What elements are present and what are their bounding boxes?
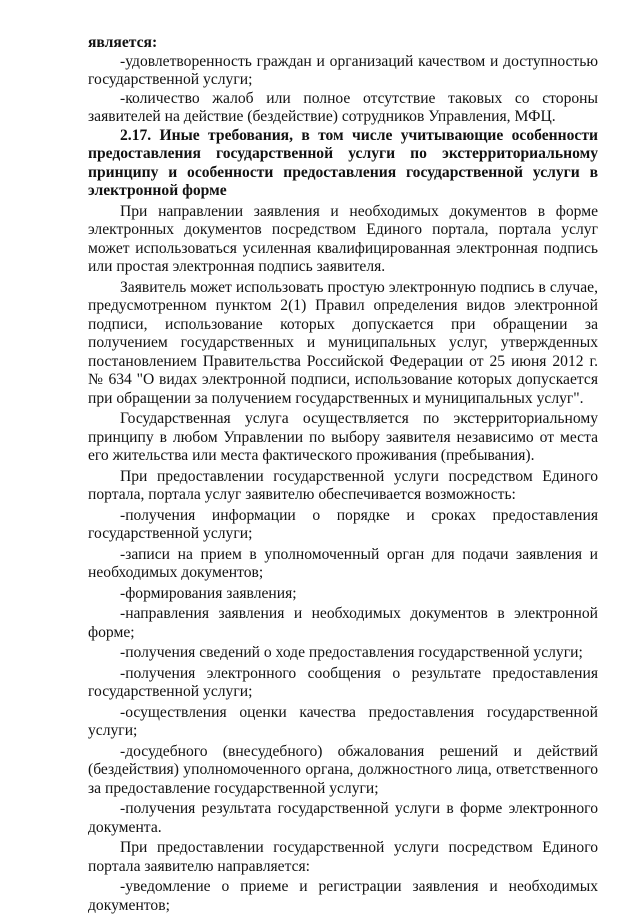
paragraph-1: является:: [88, 34, 158, 51]
section-heading: 2.17. Иные требования, в том числе учитывающие особенности предоставления государственной услуги по экстерриториальному принципу и особенности предоставления государственной услуги в электронной форме: [88, 126, 598, 199]
list-item-7: -осуществления оценки качества предоставления государственной услуги;: [88, 703, 598, 739]
paragraph-2: -удовлетворенность граждан и организаций качеством и доступностью государственной услуги;: [88, 52, 598, 88]
list-item-10: -уведомление о приеме и регистрации заявления и необходимых документов;: [88, 878, 598, 914]
paragraph-7: Государственная услуга осуществляется по экстерриториальному принципу в любом Управлении по выбору заявителя независимо от места его жительства или места фактического проживания (пребывания).: [88, 410, 598, 464]
list-item-2: -записи на прием в уполномоченный орган для подачи заявления и необходимых документов;: [88, 545, 598, 581]
list-item-8: -досудебного (внесудебного) обжалования решений и действий (бездействия) уполномоченного органа, должностного лица, ответственного за предоставление государственной услуги;: [88, 742, 598, 797]
list-item-6: -получения электронного сообщения о результате предоставления государственной услуги;: [88, 664, 598, 700]
list-item-9: -получения результата государственной услуги в форме электронного документа.: [88, 800, 598, 836]
list-item-5: -получения сведений о ходе предоставления государственной услуги;: [120, 644, 583, 661]
list-item-1: -получения информации о порядке и сроках предоставления государственной услуги;: [88, 506, 598, 542]
list-item-4: -направления заявления и необходимых документов в электронной форме;: [88, 605, 598, 641]
paragraph-5: При направлении заявления и необходимых документов в форме электронных документов посредством Единого портала, портала услуг может использоваться усиленная квалифицированная электронная подпись или простая электронная подпись заявителя.: [88, 202, 598, 275]
paragraph-6: Заявитель может использовать простую электронную подпись в случае, предусмотренном пунктом 2(1) Правил определения видов электронной подписи, использование которых допускается при обращении за получением государственных и муниципальных услуг, утвержденных постановлением Правительства Российской Федерации от 25 июня 2012 г. № 634 "О видах электронной подписи, использование которых допускается при обращении за получением государственных и муниципальных услуг".: [88, 278, 598, 407]
paragraph-8: При предоставлении государственной услуги посредством Единого портала, портала услуг заявителю обеспечивается возможность:: [88, 467, 598, 503]
list-item-3: -формирования заявления;: [120, 584, 297, 602]
paragraph-3: -количество жалоб или полное отсутствие таковых со стороны заявителей на действие (бездействие) сотрудников Управления, МФЦ.: [88, 89, 598, 125]
paragraph-18: При предоставлении государственной услуги посредством Единого портала заявителю направляется:: [88, 839, 598, 875]
